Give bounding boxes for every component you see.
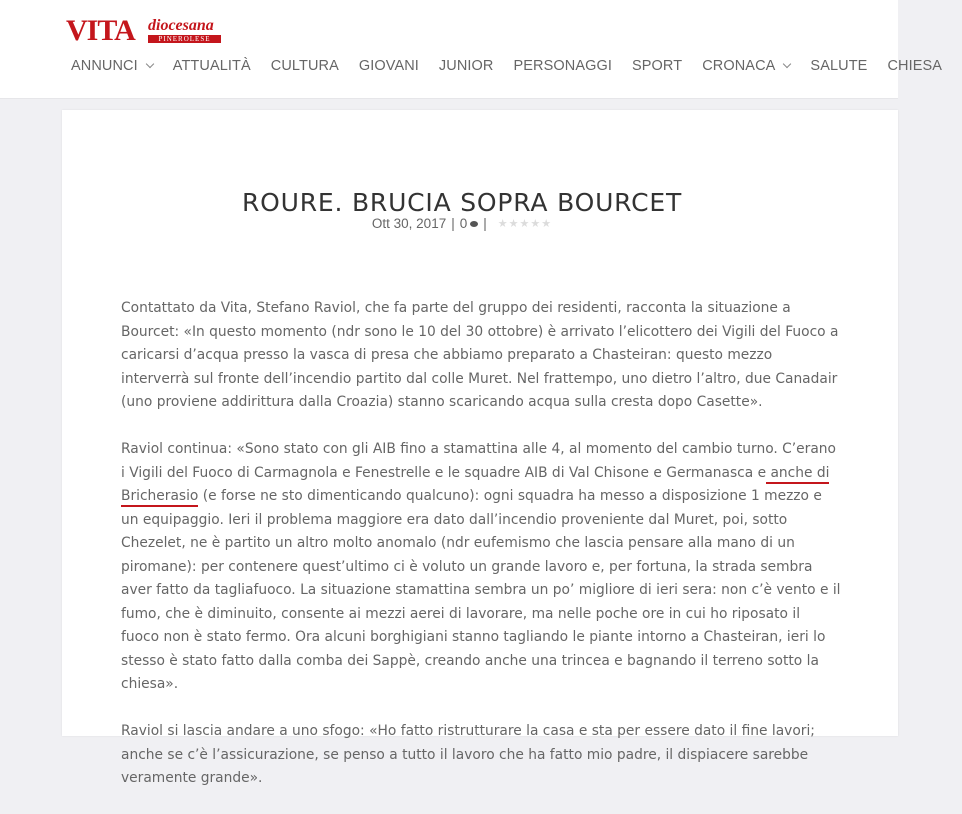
nav-item-label: ATTUALITÀ	[172, 58, 251, 74]
article-card	[62, 110, 898, 786]
nav-item-label: GIOVANI	[358, 58, 419, 74]
chevron-down-icon	[146, 60, 154, 68]
nav-item-label: ANNUNCI	[71, 58, 138, 74]
meta-separator: |	[451, 216, 455, 231]
nav-item-label: JUNIOR	[438, 58, 494, 74]
logo-diocesana-text: diocesana	[148, 17, 214, 34]
site-logo[interactable]	[66, 14, 221, 47]
nav-item-chiesa[interactable]	[887, 58, 942, 74]
paragraph-text: (e forse ne sto dimenticando qualcuno): ogni squadra ha messo a disposizione 1 mezzo e un equipaggio. Ieri il problema maggiore era dato dall’incendio proveniente dal Muret, poi, sotto Chezelet, ne è partito un altro molto anomalo (ndr eufemismo che lascia pensare alla mano di un piromane): per contenere quest’ultimo ci è voluto un grande lavoro e, per fortuna, la strada sembra aver fatto da tagliafuoco. La situazione stamattina sembra un po’ migliore di ieri sera: non c’è vento e il fumo, che è diminuito, consente ai mezzi aerei di lavorare, ma nelle poche ore in cui ho riposato il fuoco non è stato fermo. Ora alcuni borghigiani stanno tagliando le piante intorno a Chasteiran, ieri lo stesso è stato fatto dalla comba dei Sappè, creando anche una trincea e bagnando il terreno sotto la chiesa».	[121, 488, 841, 692]
nav-item-label: CHIESA	[887, 58, 943, 74]
nav-item-salute[interactable]	[810, 58, 867, 74]
article-paragraph-2	[121, 438, 841, 697]
rating-stars-icon: ★★★★★	[497, 218, 553, 230]
nav-item-label: SPORT	[632, 58, 683, 74]
site-header	[0, 0, 943, 98]
nav-item-cultura[interactable]	[271, 58, 339, 74]
main-nav	[71, 58, 962, 74]
nav-item-attualita[interactable]	[173, 58, 251, 74]
highlighted-text: anche di Bricherasio	[121, 465, 829, 508]
nav-item-personaggi[interactable]	[514, 58, 613, 74]
chevron-down-icon	[783, 60, 791, 68]
article-meta	[62, 216, 862, 231]
article-paragraph-1: Contattato da Vita, Stefano Raviol, che fa parte del gruppo dei residenti, racconta la situazione a Bourcet: «In questo momento (ndr sono le 10 del 30 ottobre) è arrivato l’elicottero dei Vigili del Fuoco a caricarsi d’acqua presso la vasca di presa che abbiamo preparato a Chasteiran: questo mezzo interverrà sul fronte dell’incendio partito dal colle Muret. Nel frattempo, uno dietro l’altro, due Canadair (uno proviene addirittura dalla Croazia) stanno scaricando acqua sulla cresta dopo Casette».	[121, 300, 839, 410]
logo-pinerolese-bar: PINEROLESE	[148, 35, 221, 43]
comments-count: 0	[459, 216, 468, 231]
comment-bubble-icon	[470, 221, 478, 227]
nav-item-cronaca[interactable]	[702, 58, 790, 74]
logo-vita-text: VITA	[66, 14, 135, 47]
nav-item-junior[interactable]	[439, 58, 494, 74]
nav-item-annunci[interactable]	[71, 58, 153, 74]
meta-separator: |	[483, 216, 487, 231]
nav-item-sport[interactable]	[632, 58, 682, 74]
article-title: ROURE. BRUCIA SOPRA BOURCET	[241, 187, 683, 217]
paragraph-text: Raviol continua: «Sono stato con gli AIB fino a stamattina alle 4, al momento del cambio turno. C’erano i Vigili del Fuoco di Carmagnola e Fenestrelle e le squadre AIB di Val Chisone e Germanasca e	[121, 441, 836, 481]
nav-item-label: CRONACA	[702, 58, 776, 74]
article-paragraph-3: Raviol si lascia andare a uno sfogo: «Ho fatto ristrutturare la casa e sta per essere dato il fine lavori; anche se c’è l’assicurazione, se penso a tutto il lavoro che ha fatto mio padre, il dispiacere sarebbe veramente grande».	[121, 723, 815, 786]
article-date: Ott 30, 2017	[371, 216, 447, 231]
nav-item-label: SALUTE	[810, 58, 868, 74]
nav-item-giovani[interactable]	[359, 58, 419, 74]
nav-item-label: CULTURA	[270, 58, 339, 74]
comments-link[interactable]	[460, 216, 479, 231]
article-body	[121, 297, 841, 814]
nav-item-label: PERSONAGGI	[513, 58, 612, 74]
